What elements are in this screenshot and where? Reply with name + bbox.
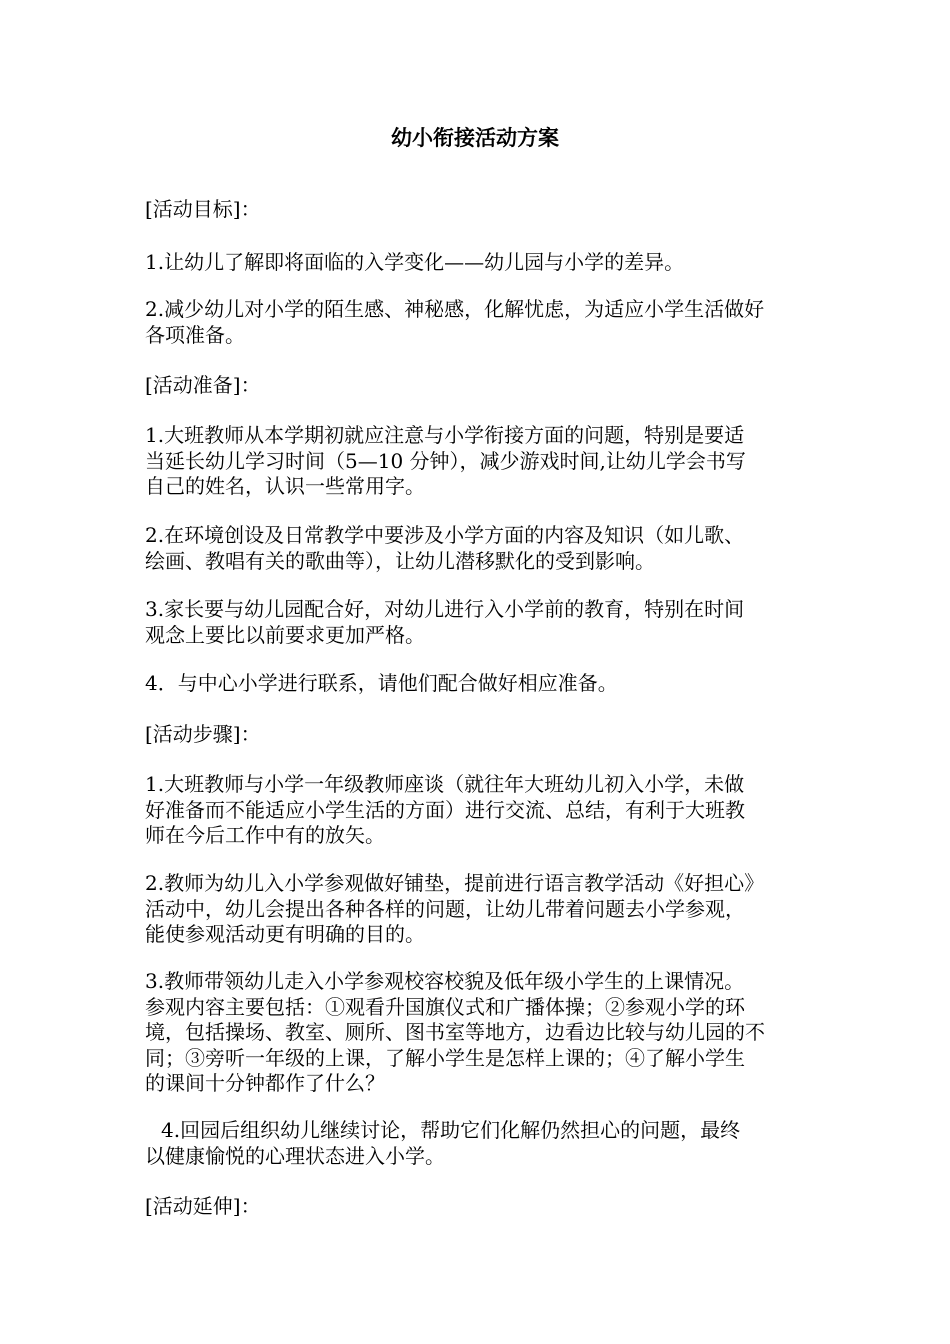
text-line: 能使参观活动更有明确的目的。 xyxy=(145,922,425,946)
text-line: 同；③旁听一年级的上课，了解小学生是怎样上课的；④了解小学生 xyxy=(145,1045,745,1070)
text-line: 境，包括操场、教室、厕所、图书室等地方，边看边比较与幼儿园的不 xyxy=(145,1020,765,1044)
text-line: 参观内容主要包括：①观看升国旗仪式和广播体操；②参观小学的环 xyxy=(145,994,745,1019)
section-heading-steps xyxy=(145,722,810,748)
document-title: 幼小衔接活动方案 xyxy=(391,125,559,150)
text-line: [活动步骤]： xyxy=(145,722,261,746)
paragraph-prep-1 xyxy=(145,423,810,500)
paragraph-goal-2 xyxy=(145,297,810,348)
text-line: 自己的姓名，认识一些常用字。 xyxy=(145,474,425,498)
text-line: 绘画、教唱有关的歌曲等），让幼儿潜移默化的受到影响。 xyxy=(145,548,655,573)
text-line: 2.在环境创设及日常教学中要涉及小学方面的内容及知识（如儿歌、 xyxy=(145,523,745,547)
text-line: 1.大班教师从本学期初就应注意与小学衔接方面的问题，特别是要适 xyxy=(145,423,745,447)
paragraph-step-2 xyxy=(145,871,810,948)
text-line: 好准备而不能适应小学生活的方面）进行交流、总结，有利于大班教 xyxy=(145,797,745,822)
text-line: 各项准备。 xyxy=(145,322,245,347)
text-line: 3.家长要与幼儿园配合好，对幼儿进行入小学前的教育，特别在时间 xyxy=(145,597,745,621)
section-heading-preparation xyxy=(145,373,810,399)
text-line: 2.减少幼儿对小学的陌生感、神秘感，化解忧虑，为适应小学生活做好 xyxy=(145,297,765,321)
text-line: 当延长幼儿学习时间（5—10 分钟），减少游戏时间,让幼儿学会书写 xyxy=(145,448,746,473)
text-line: 1.让幼儿了解即将面临的入学变化——幼儿园与小学的差异。 xyxy=(145,250,685,274)
paragraph-prep-4 xyxy=(145,671,810,697)
paragraph-goal-1 xyxy=(145,250,810,276)
text-line: 1.大班教师与小学一年级教师座谈（就往年大班幼儿初入小学，未做 xyxy=(145,772,745,796)
section-heading-goals xyxy=(145,197,810,223)
paragraph-step-1 xyxy=(145,772,810,849)
paragraph-step-4 xyxy=(145,1118,810,1169)
text-line: 的课间十分钟都作了什么？ xyxy=(145,1071,385,1095)
text-line: 4．与中心小学进行联系，请他们配合做好相应准备。 xyxy=(145,671,618,695)
text-line: [活动延伸]： xyxy=(145,1194,261,1218)
paragraph-prep-3 xyxy=(145,597,810,648)
text-line: 以健康愉悦的心理状态进入小学。 xyxy=(145,1143,445,1168)
paragraph-prep-2 xyxy=(145,523,810,574)
section-heading-extension xyxy=(145,1194,810,1220)
text-line: 师在今后工作中有的放矢。 xyxy=(145,823,385,847)
text-line: 活动中，幼儿会提出各种各样的问题，让幼儿带着问题去小学参观， xyxy=(145,896,745,921)
text-line: 3.教师带领幼儿走入小学参观校容校貌及低年级小学生的上课情况。 xyxy=(145,969,745,993)
text-line: [活动目标]： xyxy=(145,197,261,221)
text-line: 观念上要比以前要求更加严格。 xyxy=(145,622,425,647)
text-line: [活动准备]： xyxy=(145,373,261,397)
paragraph-step-3 xyxy=(145,969,810,1097)
text-line: 2.教师为幼儿入小学参观做好铺垫，提前进行语言教学活动《好担心》 xyxy=(145,871,765,895)
text-line: 4.回园后组织幼儿继续讨论，帮助它们化解仍然担心的问题，最终 xyxy=(161,1118,741,1142)
